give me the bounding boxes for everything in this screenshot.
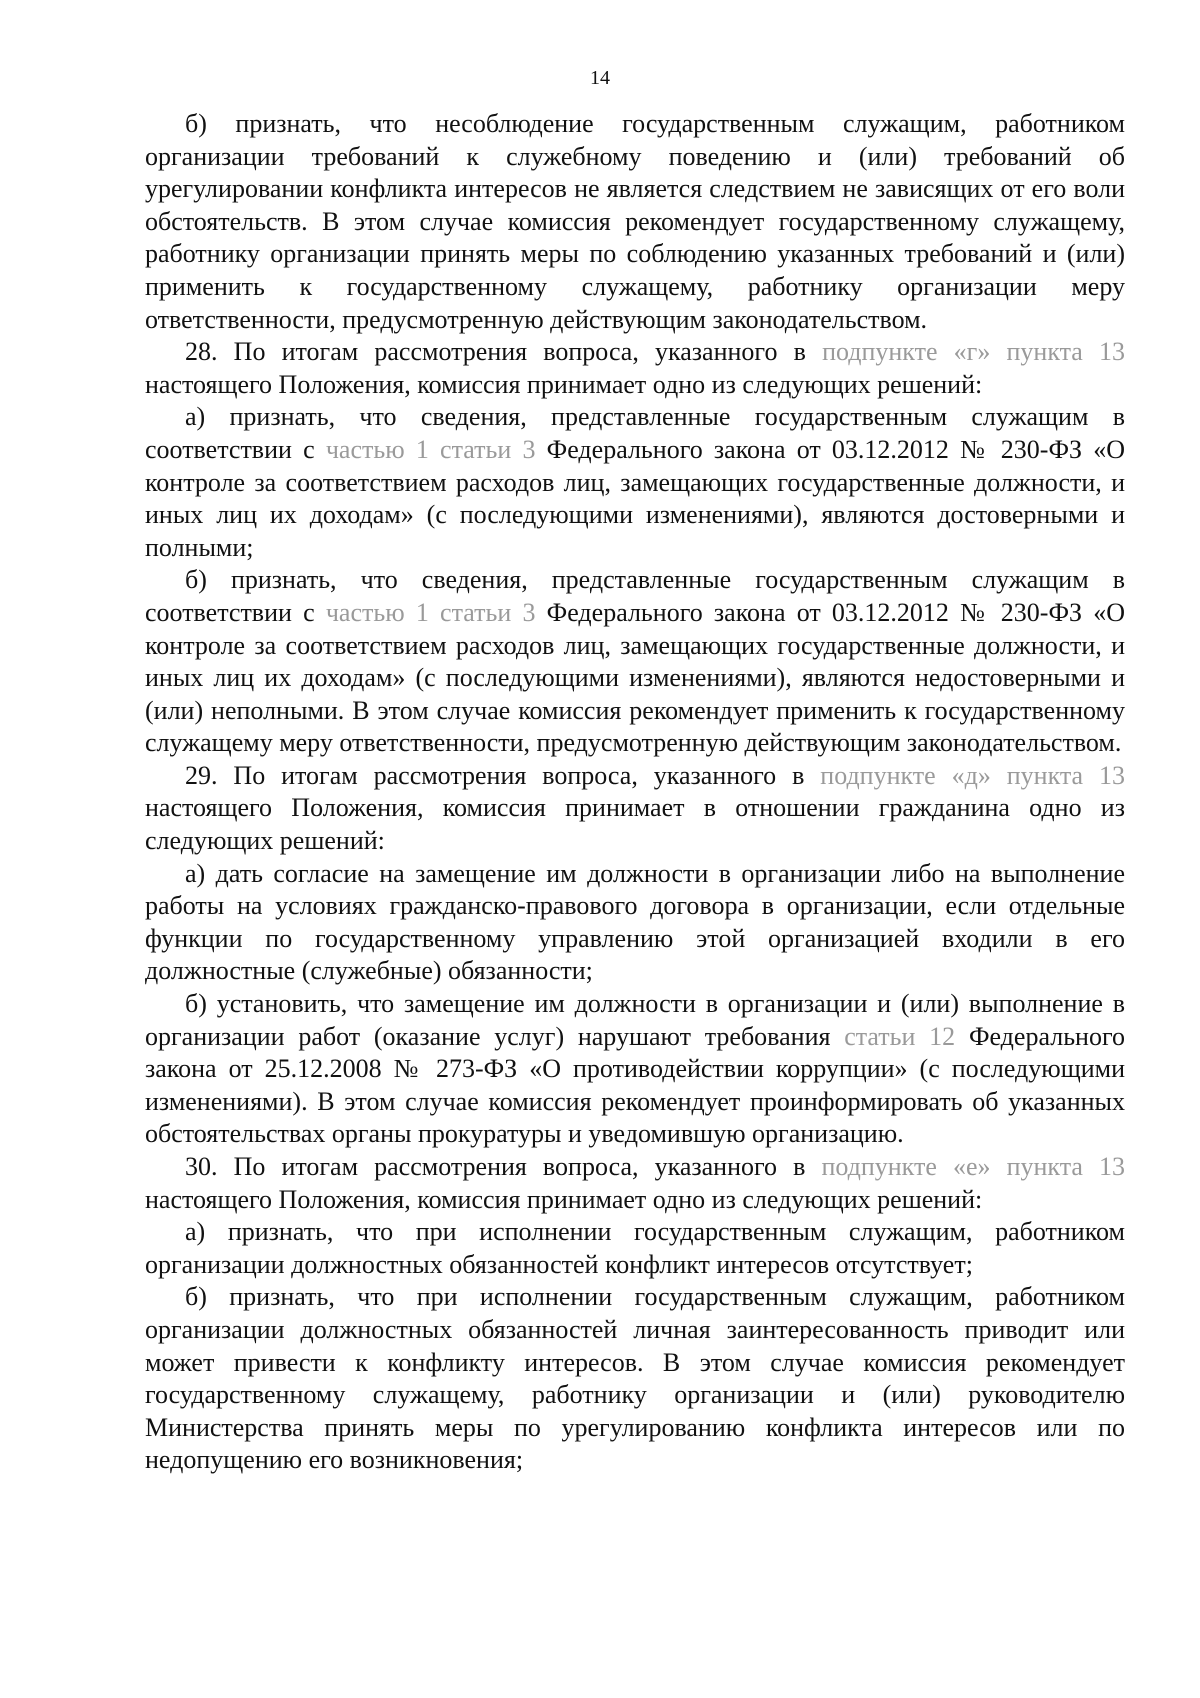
paragraph-text: Федерального закона от 03.12.2012 № 230-ФЗ «О контроле за соответствием расходов лиц, замещающих государственные должности, и иных лиц их доходам» (с последующими изменениями), являются недостоверными и (или) неполными. В этом случае комиссия рекомендует применить к государственному служащему меру ответственности, предусмотренную действующим законодательством.: [145, 597, 1126, 758]
paragraph-text: б) признать, что несоблюдение государственным служащим, работником организации требований к служебному поведению и (или) требований об урегулировании конфликта интересов не является следствием не зависящих от его воли обстоятельств. В этом случае комиссия рекомендует государственному служащему, работнику организации принять меры по соблюдению указанных требований и (или) применить к государственному служащему, работнику организации меру ответственности, предусмотренную действующим законодательством.: [145, 109, 1125, 334]
reference-link[interactable]: частью 1 статьи 3: [325, 597, 536, 627]
paragraph-28b: [145, 564, 1125, 760]
reference-link[interactable]: подпункте «д» пункта 13: [820, 760, 1126, 790]
paragraph-text: настоящего Положения, комиссия принимает в отношении гражданина одно из следующих решений:: [145, 793, 1125, 856]
paragraph-29: [145, 760, 1125, 858]
paragraph-text: Федерального закона от 25.12.2008 № 273-ФЗ «О противодействии коррупции» (с последующими изменениями). В этом случае комиссия рекомендует проинформировать об указанных обстоятельствах органы прокуратуры и уведомившую организацию.: [145, 1021, 1125, 1149]
paragraph-text: б) признать, что сведения, представленные государственным служащим в соответствии с: [145, 565, 1125, 627]
paragraph-29a: [145, 858, 1125, 988]
paragraph-text: 29. По итогам рассмотрения вопроса, указанного в: [185, 760, 821, 790]
paragraph-30b: [145, 1281, 1125, 1477]
page-number: 14: [590, 67, 610, 89]
reference-link[interactable]: подпункте «г» пункта 13: [822, 337, 1126, 367]
paragraph-text: настоящего Положения, комиссия принимает одно из следующих решений:: [145, 369, 983, 399]
document-body: [145, 108, 1125, 1477]
paragraph-30a: [145, 1216, 1125, 1281]
paragraph-text: а) признать, что при исполнении государственным служащим, работником организации должностных обязанностей конфликт интересов отсутствует;: [145, 1217, 1125, 1279]
paragraph-27b: [145, 108, 1125, 336]
paragraph-text: б) установить, что замещение им должности в организации и (или) выполнение в организации работ (оказание услуг) нарушают требования: [145, 989, 1125, 1051]
reference-link[interactable]: частью 1 статьи 3: [325, 434, 536, 464]
paragraph-text: настоящего Положения, комиссия принимает одно из следующих решений:: [145, 1184, 983, 1214]
paragraph-text: а) дать согласие на замещение им должности в организации либо на выполнение работы на условиях гражданско-правового договора в организации, если отдельные функции по государственному управлению этой организацией входили в его должностные (служебные) обязанности;: [145, 858, 1125, 986]
reference-link[interactable]: подпункте «е» пункта 13: [821, 1152, 1125, 1181]
paragraph-28: [145, 336, 1125, 401]
paragraph-30: [145, 1151, 1125, 1216]
paragraph-text: а) признать, что сведения, представленные государственным служащим в соответствии с: [145, 402, 1125, 464]
reference-link[interactable]: статьи 12: [844, 1021, 956, 1051]
paragraph-text: Федерального закона от 03.12.2012 № 230-ФЗ «О контроле за соответствием расходов лиц, замещающих государственные должности, и иных лиц их доходам» (с последующими изменениями), являются достоверными и полными;: [145, 434, 1126, 562]
paragraph-28a: [145, 401, 1125, 564]
paragraph-text: б) признать, что при исполнении государственным служащим, работником организации должностных обязанностей личная заинтересованность приводит или может привести к конфликту интересов. В этом случае комиссия рекомендует государственному служащему, работнику организации и (или) руководителю Министерства принять меры по урегулированию конфликта интересов или по недопущению его возникновения;: [145, 1282, 1125, 1475]
paragraph-text: 30. По итогам рассмотрения вопроса, указанного в: [185, 1152, 822, 1181]
paragraph-text: 28. По итогам рассмотрения вопроса, указанного в: [185, 337, 823, 367]
paragraph-29b: [145, 988, 1125, 1151]
